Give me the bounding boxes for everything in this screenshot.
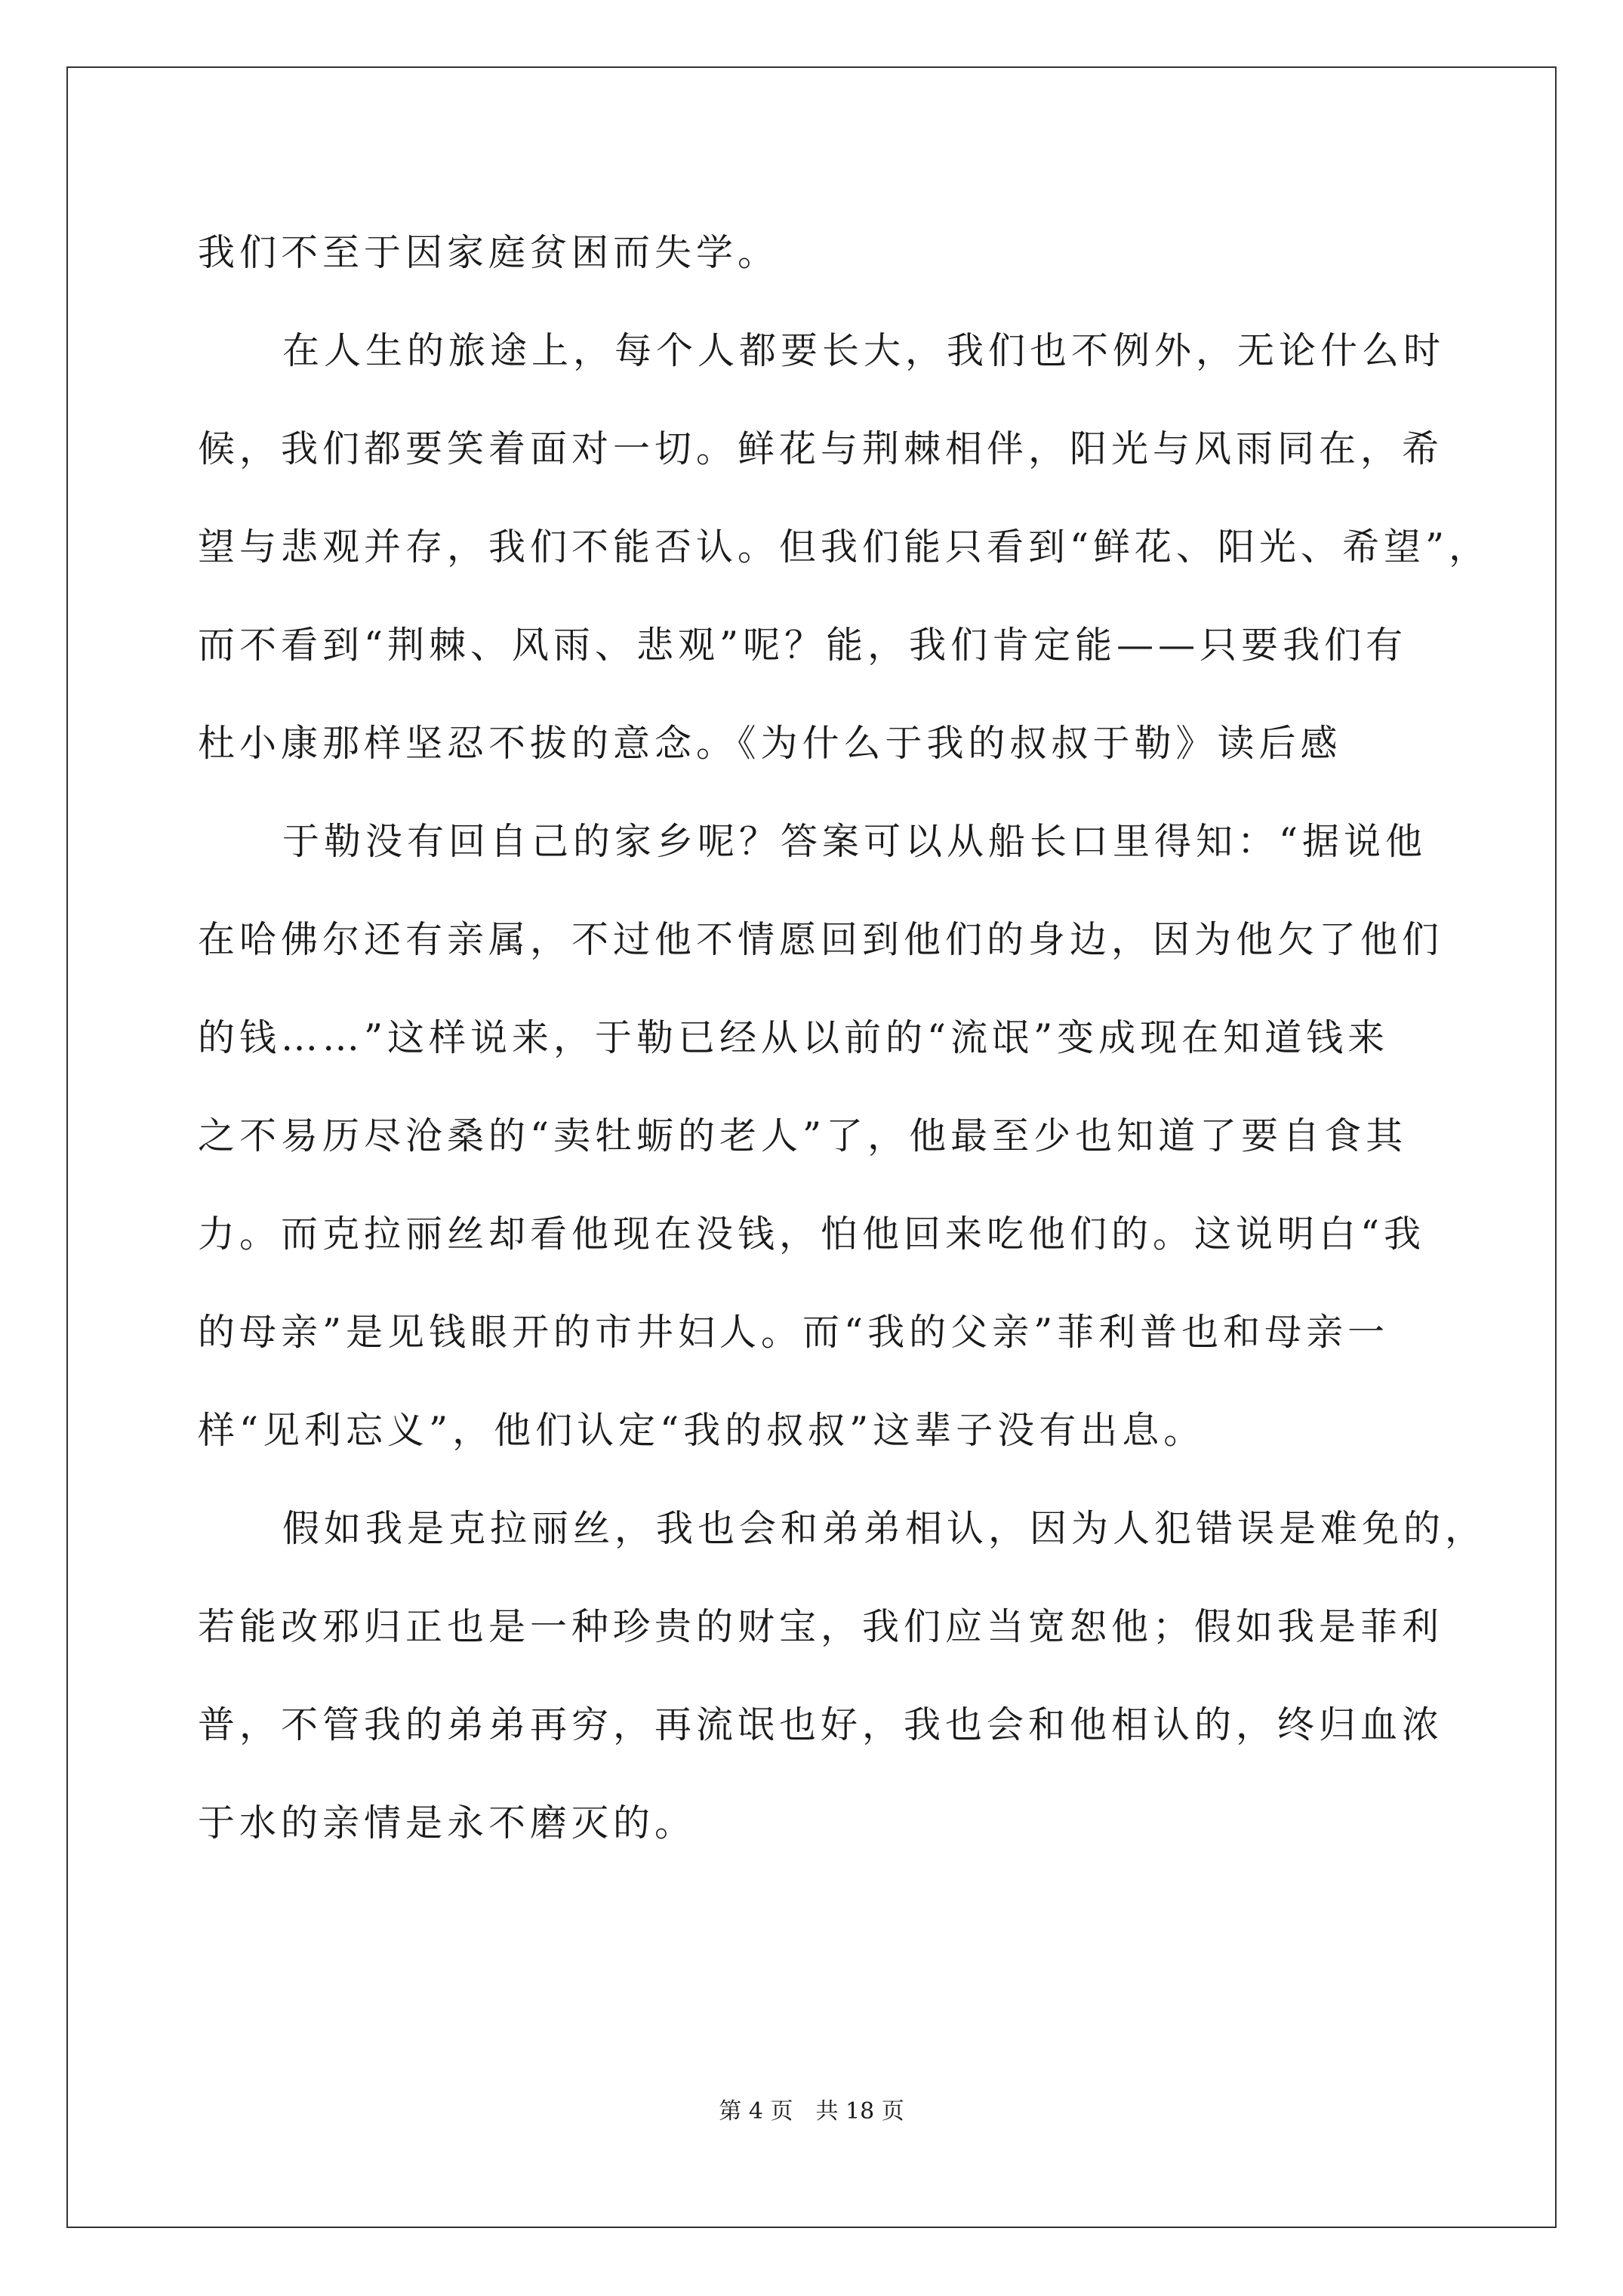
text-line: 假如我是克拉丽丝，我也会和弟弟相认，因为人犯错误是难免的， xyxy=(282,1507,1487,1550)
text-line: 若能改邪归正也是一种珍贵的财宝，我们应当宽恕他；假如我是菲利 xyxy=(198,1605,1444,1648)
document-body xyxy=(198,204,1491,1872)
text-line: 的母亲”是见钱眼开的市井妇人。而“我的父亲”菲利普也和母亲一 xyxy=(198,1311,1390,1354)
text-line: 于水的亲情是永不磨灭的。 xyxy=(198,1801,697,1845)
text-line: 而不看到“荆棘、风雨、悲观”呢？能，我们肯定能——只要我们有 xyxy=(198,624,1408,667)
text-line: 于勒没有回自己的家乡呢？答案可以从船长口里得知：“据说他 xyxy=(282,820,1427,863)
text-line: 力。而克拉丽丝却看他现在没钱，怕他回来吃他们的。这说明白“我 xyxy=(198,1213,1426,1256)
text-line: 之不易历尽沧桑的“卖牡蛎的老人”了，他最至少也知道了要自食其 xyxy=(198,1114,1408,1157)
text-line: 在人生的旅途上，每个人都要长大，我们也不例外，无论什么时 xyxy=(282,329,1446,372)
text-line: 候，我们都要笑着面对一切。鲜花与荆棘相伴，阳光与风雨同在，希 xyxy=(198,427,1444,470)
text-line: 的钱……”这样说来，于勒已经从以前的“流氓”变成现在知道钱来 xyxy=(198,1016,1390,1059)
paragraph-3 xyxy=(198,793,1481,1480)
text-line: 在哈佛尔还有亲属，不过他不情愿回到他们的身边，因为他欠了他们 xyxy=(198,918,1444,961)
text-line: 我们不至于因家庭贫困而失学。 xyxy=(198,231,780,274)
paragraph-2 xyxy=(198,302,1491,793)
paragraph-1 xyxy=(198,204,1481,302)
paragraph-4 xyxy=(198,1480,1487,1872)
page-number-footer: 第 4 页 共 18 页 xyxy=(719,2098,904,2125)
text-line: 望与悲观并存，我们不能否认。但我们能只看到“鲜花、阳光、希望”， xyxy=(198,525,1491,569)
text-line: 杜小康那样坚忍不拔的意念。《为什么于我的叔叔于勒》读后感 xyxy=(198,722,1342,765)
text-line: 样“见利忘义”，他们认定“我的叔叔”这辈子没有出息。 xyxy=(198,1409,1206,1452)
text-line: 普，不管我的弟弟再穷，再流氓也好，我也会和他相认的，终归血浓 xyxy=(198,1703,1444,1746)
